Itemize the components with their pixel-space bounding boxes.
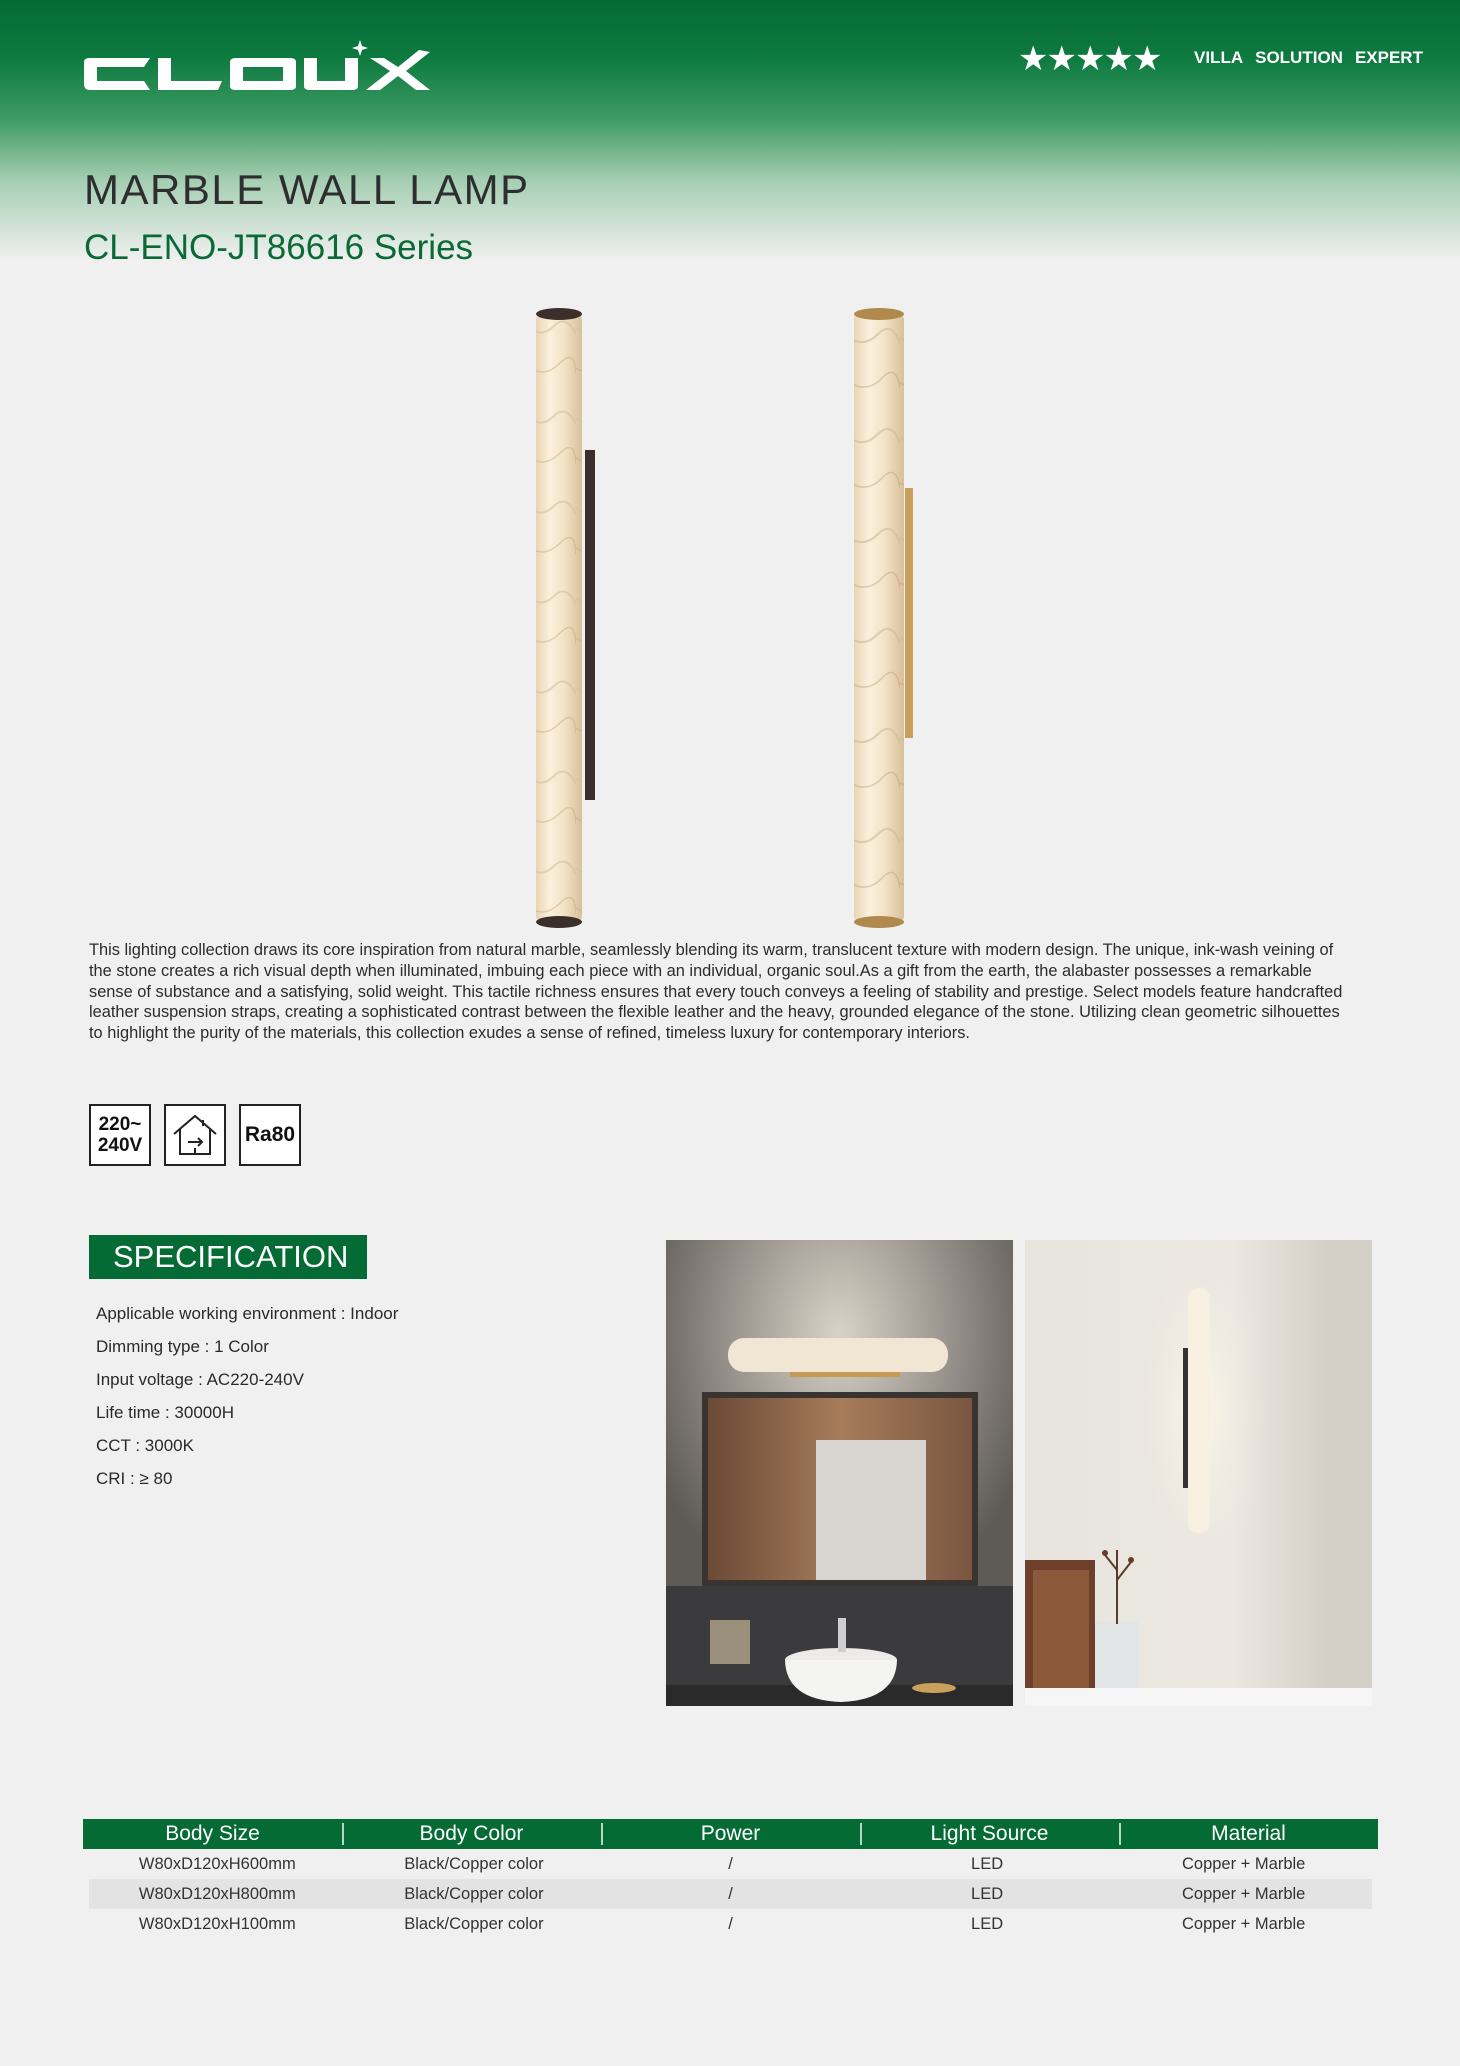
cell-body-color: Black/Copper color xyxy=(404,1854,544,1873)
cell-light-source: LED xyxy=(971,1854,1004,1873)
header-power: Power xyxy=(601,1819,860,1849)
spec-item: Life time : 30000H xyxy=(96,1403,234,1422)
header-body-color: Body Color xyxy=(342,1819,601,1849)
header-material: Material xyxy=(1119,1819,1378,1849)
specification-heading: SPECIFICATION xyxy=(89,1235,367,1279)
cell-light-source: LED xyxy=(971,1914,1004,1933)
cell-material: Copper + Marble xyxy=(1181,1914,1306,1933)
cell-body-size: W80xD120xH100mm xyxy=(138,1914,296,1933)
table-row xyxy=(89,1849,1372,1879)
spec-item: CCT : 3000K xyxy=(96,1436,194,1455)
product-title: MARBLE WALL LAMP xyxy=(84,166,530,213)
cell-light-source: LED xyxy=(971,1884,1004,1903)
cloux-logo xyxy=(84,40,436,100)
cell-power: / xyxy=(728,1884,733,1903)
product-series: CL-ENO-JT86616 Series xyxy=(84,228,474,267)
product-table xyxy=(83,1819,1378,1939)
header-background xyxy=(0,0,1460,260)
voltage-line-1: 220~ xyxy=(98,1114,142,1135)
star-icon: ★ xyxy=(1103,40,1132,78)
cell-body-color: Black/Copper color xyxy=(404,1884,544,1903)
cell-material: Copper + Marble xyxy=(1181,1854,1306,1873)
cell-material: Copper + Marble xyxy=(1181,1884,1306,1903)
product-image-black xyxy=(530,308,610,928)
specification-list xyxy=(96,1302,398,1500)
header-body-size: Body Size xyxy=(165,1822,260,1845)
spec-item: Input voltage : AC220-240V xyxy=(96,1370,304,1389)
indoor-badge xyxy=(164,1104,226,1166)
cell-power: / xyxy=(728,1914,733,1933)
tagline xyxy=(1194,48,1423,68)
header-light-source: Light Source xyxy=(860,1819,1119,1849)
table-row xyxy=(89,1909,1372,1939)
product-image-copper xyxy=(850,308,930,928)
table-row xyxy=(89,1879,1372,1909)
scene-photo-bathroom xyxy=(666,1240,1013,1706)
star-icon: ★ xyxy=(1131,40,1161,78)
voltage-badge xyxy=(89,1104,151,1166)
star-icon: ★ xyxy=(1018,40,1047,78)
spec-item: CRI : ≥ 80 xyxy=(96,1469,173,1488)
house-indoor-icon xyxy=(170,1112,220,1158)
rating-stars xyxy=(1018,40,1160,78)
star-icon: ★ xyxy=(1046,40,1075,78)
cell-body-size: W80xD120xH600mm xyxy=(138,1854,296,1873)
voltage-line-2: 240V xyxy=(97,1135,143,1156)
cell-body-size: W80xD120xH800mm xyxy=(138,1884,296,1903)
tagline-word: VILLA xyxy=(1194,48,1244,67)
spec-item: Applicable working environment : Indoor xyxy=(96,1304,399,1323)
cell-power: / xyxy=(728,1854,733,1873)
cell-body-color: Black/Copper color xyxy=(404,1914,544,1933)
star-icon: ★ xyxy=(1074,40,1104,78)
scene-photo-wall xyxy=(1025,1240,1372,1706)
cri-badge: Ra80 xyxy=(239,1104,301,1166)
product-description: This lighting collection draws its core inspiration from natural marble, seamlessly blending its warm, translucent texture with modern design. The unique, ink-wash veining of the stone creates a rich visual depth when illuminated, imbuing each piece with an individual, organic soul.As a gift from the earth, the alabaster possesses a remarkable sense of substance and a satisfying, solid weight. This tactile richness ensures that every touch conveys a feeling of stability and prestige. Select models feature handcrafted leather suspension straps, creating a sophisticated contrast between the flexible leather and the heavy, grounded elegance of the stone. Utilizing clean geometric silhouettes to highlight the purity of the materials, this collection exudes a sense of refined, timeless luxury for contemporary interiors. xyxy=(89,941,1343,1043)
tagline-word: EXPERT xyxy=(1354,48,1423,67)
spec-item: Dimming type : 1 Color xyxy=(96,1337,269,1356)
tagline-word: SOLUTION xyxy=(1255,48,1343,67)
table-header xyxy=(83,1819,1378,1849)
